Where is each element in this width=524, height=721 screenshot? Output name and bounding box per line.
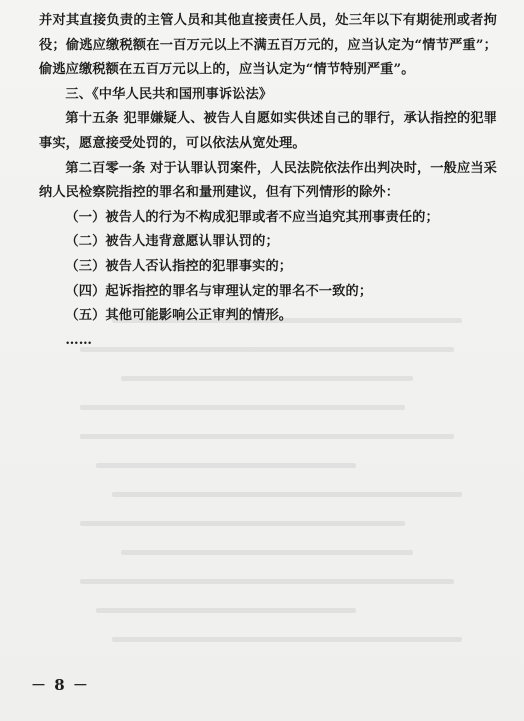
bleed-through-background [80,318,486,678]
article-15-paragraph: 第十五条 犯罪嫌疑人、被告人自愿如实供述自己的罪行，承认指控的犯罪事实，愿意接受处罚的，可以依法从宽处理。 [39,111,497,151]
page-number: － 8 － [31,676,90,694]
ellipsis: …… [65,332,93,348]
section-heading: 三、《中华人民共和国刑事诉讼法》 [65,86,273,102]
list-item: （二）被告人违背意愿认罪认罚的； [65,234,279,250]
list-item: （一）被告人的行为不构成犯罪或者不应当追究其刑事责任的； [65,209,439,225]
document-body [39,9,497,353]
list-item: （四）起诉指控的罪名与审理认定的罪名不一致的； [65,283,373,299]
paragraph-continuation: 并对其直接负责的主管人员和其他直接责任人员，处三年以下有期徒刑或者拘役；偷逃应缴税额在一百万元以上不满五百万元的，应当认定为“情节严重”；偷逃应缴税额在五百万元以上的，应当认定为“情节特别严重”。 [39,13,497,78]
list-item: （五）其他可能影响公正审判的情形。 [65,308,293,324]
list-item: （三）被告人否认指控的犯罪事实的； [65,258,293,274]
article-201-paragraph: 第二百零一条 对于认罪认罚案件，人民法院依法作出判决时，一般应当采纳人民检察院指控的罪名和量刑建议，但有下列情形的除外： [39,160,497,201]
